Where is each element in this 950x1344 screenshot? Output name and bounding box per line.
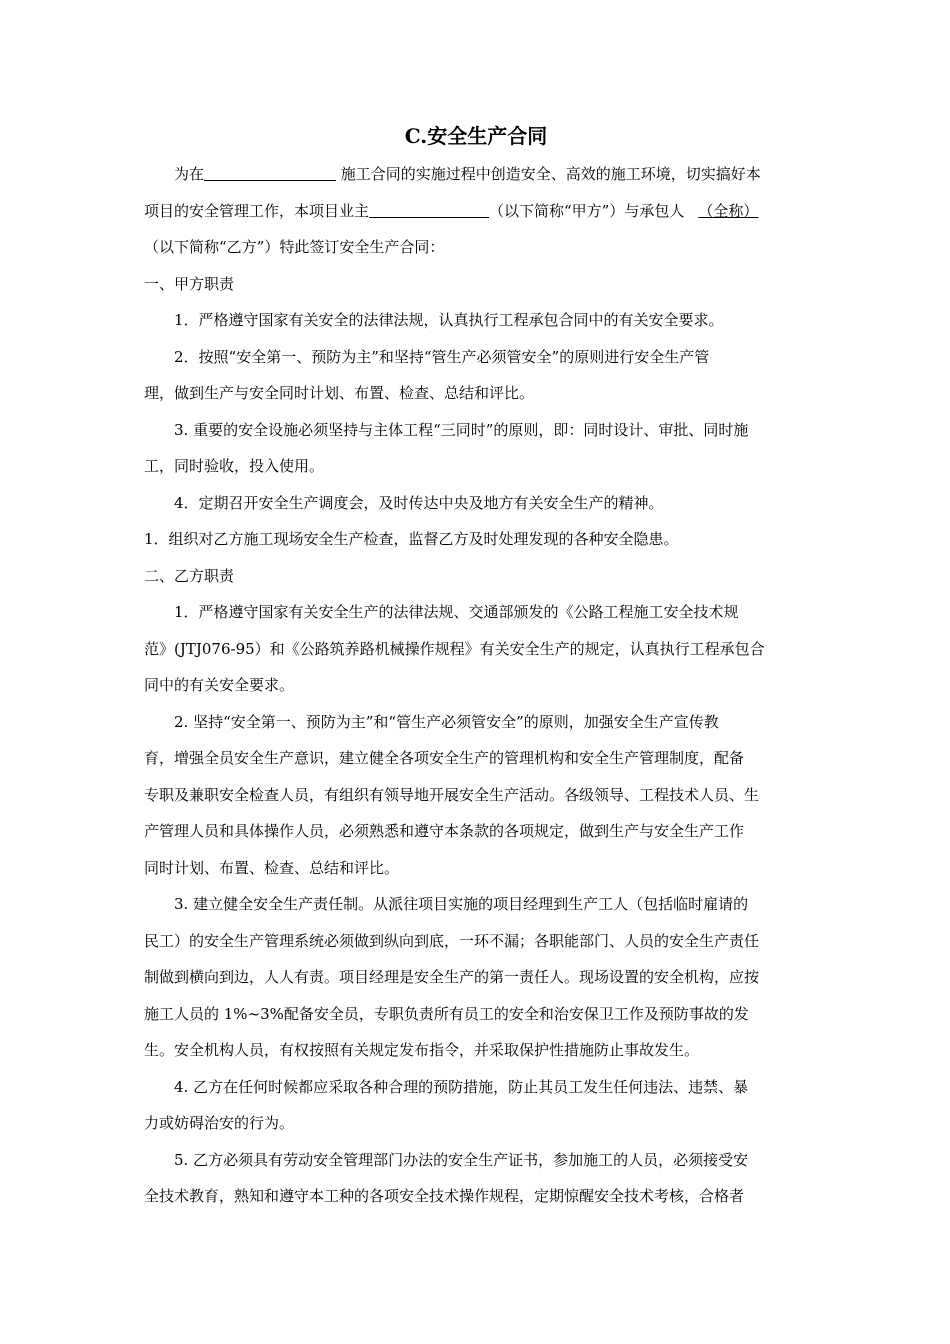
section-heading: 二、乙方职责 <box>144 566 235 585</box>
intro-paragraph <box>144 156 808 266</box>
clause-text: 1．严格遵守国家有关安全的法律法规，认真执行工程承包合同中的有关安全要求。 <box>174 311 724 329</box>
clause-text: 4. 乙方在任何时候都应采取各种合理的预防措施，防止其员工发生任何违法、违禁、暴 <box>174 1077 749 1096</box>
clause-text: 3. 建立健全安全生产责任制。从派往项目实施的项目经理到生产工人（包括临时雇请的 <box>174 895 749 913</box>
clause-text: 2. 坚持“安全第一、预防为主”和“管生产必须管安全”的原则，加强安全生产宣传教 <box>174 712 719 731</box>
intro-text: （以下简称“甲方”）与承包人 <box>489 201 685 220</box>
clause-text: 制做到横向到边，人人有责。项目经理是安全生产的第一责任人。现场设置的安全机构，应按 <box>144 968 760 986</box>
section-1 <box>144 266 808 558</box>
clause-text: 1．严格遵守国家有关安全生产的法律法规、交通部颁发的《公路工程施工安全技术规 <box>174 603 739 621</box>
clause-text: 5. 乙方必须具有劳动安全管理部门办法的安全生产证书，参加施工的人员，必须接受安 <box>174 1150 749 1169</box>
clause-text: 4．定期召开安全生产调度会，及时传达中央及地方有关安全生产的精神。 <box>174 493 664 512</box>
intro-text: 为在 <box>174 165 205 183</box>
clause-text: 2．按照“安全第一、预防为主”和坚持“管生产必须管安全”的原则进行安全生产管 <box>174 347 710 366</box>
clause-text: 全技术教育，熟知和遵守本工种的各项安全技术操作规程，定期惊醒安全技术考核，合格者 <box>144 1187 745 1205</box>
clause-text: 同时计划、布置、检查、总结和评比。 <box>144 858 400 877</box>
clause-text: 范》(JTJ076-95）和《公路筑养路机械操作规程》有关安全生产的规定，认真执行工程承包合 <box>144 639 765 658</box>
contractor-name-field: （全称） <box>698 201 759 220</box>
clause-text: 民工）的安全生产管理系统必须做到纵向到底，一环不漏；各职能部门、人员的安全生产责任 <box>144 931 760 950</box>
document-title: C.安全生产合同 <box>404 124 548 148</box>
intro-text: 项目的安全管理工作，本项目业主 <box>144 201 370 220</box>
clause-text: 专职及兼职安全检查人员，有组织有领导地开展安全生产活动。各级领导、工程技术人员、生 <box>144 785 760 804</box>
clause-text: 施工人员的 1%~3%配备安全员，专职负责所有员工的安全和治安保卫工作及预防事故的发 <box>144 1004 749 1023</box>
clause-text: 1．组织对乙方施工现场安全生产检查，监督乙方及时处理发现的各种安全隐患。 <box>144 530 679 548</box>
section-2 <box>144 558 808 1215</box>
clause-text: 育，增强全员安全生产意识，建立健全各项安全生产的管理机构和安全生产管理制度，配备 <box>144 749 745 767</box>
contract-page <box>144 118 808 1215</box>
clause-text: 理，做到生产与安全同时计划、布置、检查、总结和评比。 <box>144 384 535 402</box>
intro-line-2 <box>144 193 808 230</box>
clause-text: 工，同时验收，投入使用。 <box>144 457 325 475</box>
clause-text: 生。安全机构人员，有权按照有关规定发布指令，并采取保护性措施防止事故发生。 <box>144 1041 700 1059</box>
clause-text: 产管理人员和具体操作人员，必须熟悉和遵守本条款的各项规定，做到生产与安全生产工作 <box>144 822 745 840</box>
intro-line-1 <box>144 156 808 193</box>
owner-name-blank <box>369 199 489 218</box>
clause-text: 同中的有关安全要求。 <box>144 676 295 694</box>
project-name-blank <box>204 162 336 181</box>
intro-line-3: （以下简称“乙方”）特此签订安全生产合同： <box>144 238 445 256</box>
clause-text: 力或妨碍治安的行为。 <box>144 1114 295 1132</box>
section-heading: 一、甲方职责 <box>144 274 235 293</box>
clause-text: 3. 重要的安全设施必须坚持与主体工程“三同时”的原则，即：同时设计、审批、同时施 <box>174 420 749 439</box>
intro-text: 施工合同的实施过程中创造安全、高效的施工环境，切实搞好本 <box>340 165 761 183</box>
